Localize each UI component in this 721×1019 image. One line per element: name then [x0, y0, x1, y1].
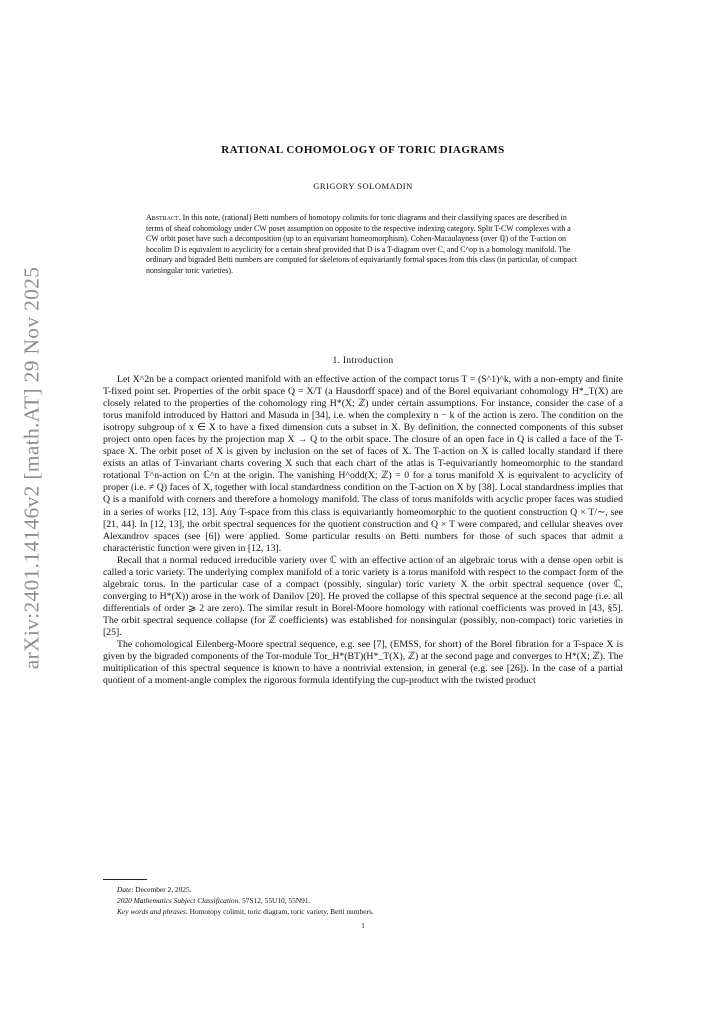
arxiv-id-label: arXiv:2401.14146v2 [math.AT] 29 Nov 2025 — [19, 266, 44, 670]
paragraph-2: Recall that a normal reduced irreducible variety over ℂ with an effective action of an algebraic torus with a dense open orbit is called a toric variety. The underlying complex manifold of a toric variety is a torus manifold with respect to the compact form of the algebraic torus. In the particular case of a compact (possibly, singular) toric variety X the orbit spectral sequence (over ℂ, converging to H*(X)) arose in the work of Danilov [20]. He proved the collapse of this spectral sequence at the second page (i.e. all differentials of order ⩾ 2 are zero). The similar result in Borel-Moore homology with rational coefficients was proved in [43, §5]. The orbit spectral sequence collapse (for ℤ coefficients) was established for nonsingular (possibly, non-compact) toric varieties in [25]. — [103, 554, 623, 638]
keywords-label: Key words and phrases. — [117, 907, 188, 916]
footnote-msc — [117, 895, 617, 906]
paragraph-3: The cohomological Eilenberg-Moore spectral sequence, e.g. see [7], (EMSS, for short) of the Borel fibration for a T-space X is given by the bigraded components of the Tor-module Tor_H*(BT)(H*_T(X), ℤ) at the second page and converges to H*(X; ℤ). The multiplication of this spectral sequence is known to have a nontrivial extension, in general (e.g. see [26]). In the case of a partial quotient of a moment-angle complex the rigorous formula identifying the cup-product with the twisted product — [103, 639, 623, 687]
keywords-value: Homotopy colimit, toric diagram, toric variety, Betti numbers. — [189, 907, 374, 916]
arxiv-watermark — [4, 0, 60, 1019]
page-number: 1 — [361, 921, 365, 930]
footnote-date: Date: December 2, 2025. — [117, 885, 192, 894]
msc-value: 57S12, 55U10, 55N91. — [242, 896, 311, 905]
footnotes — [117, 884, 617, 917]
footnote-rule — [103, 879, 147, 880]
abstract-label: Abstract. — [146, 213, 181, 222]
body-text — [103, 374, 623, 687]
date-label: Date — [117, 885, 132, 894]
footnote-keywords — [117, 906, 617, 917]
author-name: GRIGORY SOLOMADIN — [313, 181, 413, 191]
msc-label: 2020 Mathematics Subject Classification. — [117, 896, 241, 905]
abstract-text: In this note, (rational) Betti numbers of homotopy colimits for toric diagrams and their classifying spaces are described in terms of sheaf cohomology under CW poset assumption on opposite to the respective indexing category. Split T-CW complexes with a CW orbit poset have such a decomposition (up to an equivariant homeomorphism). Cohen-Macaulayness (over ℚ) of the T-action on hocolim D is equivalent to acyclicity for a certain sheaf provided that D is a T-diagram over C, and C^op is a homology manifold. The ordinary and bigraded Betti numbers are computed for skeletons of equivariantly formal spaces from this class (in particular, of compact nonsingular toric varieties). — [146, 213, 577, 275]
abstract — [146, 213, 578, 276]
date-value: December 2, 2025. — [135, 885, 192, 894]
paper-title: RATIONAL COHOMOLOGY OF TORIC DIAGRAMS — [221, 144, 505, 156]
paragraph-1: Let X^2n be a compact oriented manifold with an effective action of the compact torus T = (S^1)^k, with a non-empty and finite T-fixed point set. Properties of the orbit space Q = X/T (a Hausdorff space) and of the Borel equivariant cohomology H*_T(X) are closely related to the properties of the cohomology ring H*(X; ℤ) under certain assumptions. For instance, consider the case of a torus manifold introduced by Hattori and Masuda in [34], i.e. when the complexity n − k of the action is zero. The condition on the isotropy subgroup of x ∈ X to have a fixed dimension cuts a subset in X. By definition, the connected components of this subset project onto open faces by the projection map X → Q to the orbit space. The closure of an open face in Q is called a face of the T-space X. The orbit poset of X is given by inclusion on the set of faces of X. The T-action on X is called locally standard if there exists an atlas of T-invariant charts covering X such that each chart of the atlas is T-equivariantly homeomorphic to the standard rotational T^n-action on ℂ^n at the origin. The vanishing H^odd(X; ℤ) = 0 for a torus manifold X is equivalent to acyclicity of proper (i.e. ≠ Q) faces of X, together with local standardness condition on the T-action on X by [38]. Local standardness implies that Q is a manifold with corners and therefore a homology manifold. The class of torus manifolds with acyclic proper faces was studied in a series of works [12, 13]. Any T-space from this class is equivariantly homeomorphic to the quotient construction Q × T/∼, see [21, 44]. In [12, 13], the orbit spectral sequences for the quotient construction and Q × T were compared, and cellular sheaves over Alexandrov spaces (see [6]) were applied. Some particular results on Betti numbers for those of such spaces that admit a characteristic function were given in [12, 13]. — [103, 374, 623, 554]
section-heading: 1. Introduction — [332, 356, 394, 366]
